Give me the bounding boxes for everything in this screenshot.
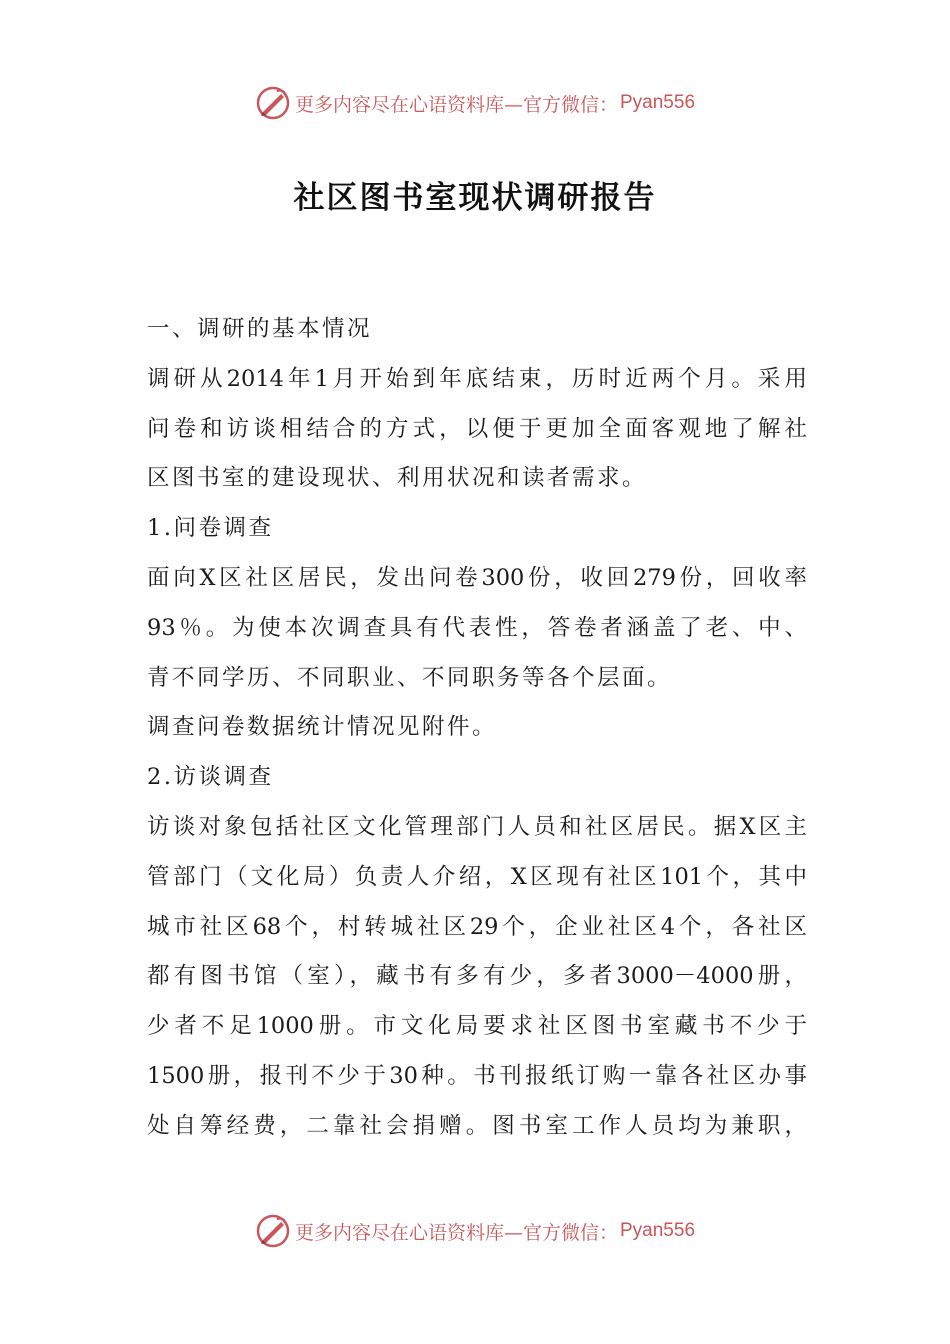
text-line: 管部门（文化局）负责人介绍，X区现有社区101个，其中 xyxy=(147,863,807,890)
text-line: 少者不足1000册。市文化局要求社区图书室藏书不少于 xyxy=(147,1013,807,1040)
pen-logo-icon xyxy=(255,85,291,121)
text-line: 1.问卷调查 xyxy=(147,515,274,542)
document-body xyxy=(147,305,807,1152)
text-line: 调查问卷数据统计情况见附件。 xyxy=(147,714,498,741)
text-line: 1500册，报刊不少于30种。书刊报纸订购一靠各社区办事 xyxy=(147,1062,807,1089)
text-line: 93％。为使本次调查具有代表性，答卷者涵盖了老、中、 xyxy=(147,614,807,641)
text-line: 城市社区68个，村转城社区29个，企业社区4个，各社区 xyxy=(147,913,807,940)
text-line: 处自筹经费，二靠社会捐赠。图书室工作人员均为兼职， xyxy=(147,1112,807,1139)
pen-logo-icon xyxy=(255,1213,291,1249)
banner-text: 更多内容尽在心语资料库—官方微信： xyxy=(294,93,618,116)
document-title: 社区图书室现状调研报告 xyxy=(293,180,657,216)
text-line: 区图书室的建设现状、利用状况和读者需求。 xyxy=(147,465,648,492)
banner-text: 更多内容尽在心语资料库—官方微信： xyxy=(294,1221,618,1244)
text-line: 都有图书馆（室），藏书有多有少，多者3000－4000册， xyxy=(147,963,807,990)
text-line: 调研从2014年1月开始到年底结束，历时近两个月。采用 xyxy=(147,365,807,392)
text-line: 2.访谈调查 xyxy=(147,764,274,791)
text-line: 青不同学历、不同职业、不同职务等各个层面。 xyxy=(147,664,673,691)
footer-banner xyxy=(0,1211,950,1251)
banner-wechat-id: Pyan556 xyxy=(620,92,696,113)
text-line: 问卷和访谈相结合的方式，以便于更加全面客观地了解社 xyxy=(147,415,807,442)
text-line: 面向X区社区居民，发出问卷300份，收回279份，回收率 xyxy=(147,564,807,591)
text-line: 访谈对象包括社区文化管理部门人员和社区居民。据X区主 xyxy=(147,813,807,840)
banner-wechat-id: Pyan556 xyxy=(620,1220,696,1241)
text-line: 一、调研的基本情况 xyxy=(147,316,373,342)
header-banner xyxy=(0,83,950,123)
